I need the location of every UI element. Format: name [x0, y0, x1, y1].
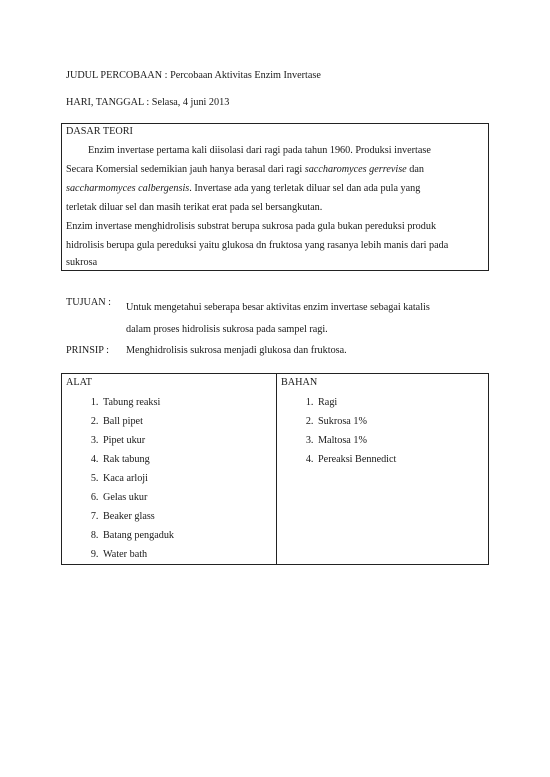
prinsip-text: Menghidrolisis sukrosa menjadi glukosa dan fruktosa.: [126, 345, 347, 356]
judul-label: JUDUL PERCOBAAN :: [66, 70, 168, 81]
dasar-teori-line-2: [66, 163, 424, 177]
list-item: 3. Pipet ukur: [101, 431, 276, 450]
tujuan-line-1: Untuk mengetahui seberapa besar aktivitas enzim invertase sebagai katalis: [126, 302, 430, 313]
dasar-teori-title: DASAR TEORI: [66, 126, 133, 137]
bahan-column: [277, 374, 489, 565]
dasar-teori-line-1: Enzim invertase pertama kali diisolasi dari ragi pada tahun 1960. Produksi invertase: [88, 145, 431, 156]
list-item: 7. Beaker glass: [101, 507, 276, 526]
dasar-teori-line-7: sukrosa: [66, 257, 98, 268]
alat-column: [62, 374, 277, 565]
list-item: 2. Sukrosa 1%: [316, 412, 488, 431]
bahan-title: BAHAN: [281, 377, 318, 388]
hari-label: HARI, TANGGAL :: [66, 97, 150, 108]
list-item: 4. Rak tabung: [101, 450, 276, 469]
dasar-teori-line-3: [66, 182, 420, 196]
list-item: 9. Water bath: [101, 545, 276, 564]
text-span: . Invertase ada yang terletak diluar sel dan ada pula yang: [189, 183, 421, 194]
judul-value: Percobaan Aktivitas Enzim Invertase: [170, 70, 321, 81]
prinsip-label: PRINSIP :: [66, 345, 109, 356]
list-item: 1. Ragi: [316, 393, 488, 412]
judul-line: [66, 69, 321, 83]
species-name: saccharmomyces calbergensis: [66, 183, 190, 194]
dasar-teori-line-4: terletak diluar sel dan masih terikat erat pada sel bersangkutan.: [66, 202, 323, 213]
alat-bahan-row: [62, 374, 489, 565]
alat-bahan-table: [61, 373, 489, 565]
tujuan-text: [126, 297, 430, 341]
list-item: 5. Kaca arloji: [101, 469, 276, 488]
list-item: 3. Maltosa 1%: [316, 431, 488, 450]
text-span: dan: [406, 164, 424, 175]
dasar-teori-box: [61, 123, 489, 271]
hari-tanggal-line: [66, 96, 229, 110]
list-item: 6. Gelas ukur: [101, 488, 276, 507]
dasar-teori-line-5: Enzim invertase menghidrolisis substrat berupa sukrosa pada gula bukan pereduksi produk: [66, 221, 437, 232]
alat-list: [62, 393, 276, 564]
tujuan-label: TUJUAN :: [66, 297, 111, 308]
bahan-list: [277, 393, 488, 469]
tujuan-line-2: dalam proses hidrolisis sukrosa pada sampel ragi.: [126, 324, 328, 335]
dasar-teori-line-6: hidrolisis berupa gula pereduksi yaitu glukosa dn fruktosa yang rasanya lebih manis dari pada: [66, 240, 449, 251]
list-item: 2. Ball pipet: [101, 412, 276, 431]
hari-value: Selasa, 4 juni 2013: [151, 97, 230, 108]
alat-title: ALAT: [66, 377, 93, 388]
list-item: 1. Tabung reaksi: [101, 393, 276, 412]
species-name: saccharomyces gerrevise: [304, 164, 407, 175]
text-span: Secara Komersial sedemikian jauh hanya berasal dari ragi: [66, 164, 305, 175]
list-item: 4. Pereaksi Bennedict: [316, 450, 488, 469]
list-item: 8. Batang pengaduk: [101, 526, 276, 545]
